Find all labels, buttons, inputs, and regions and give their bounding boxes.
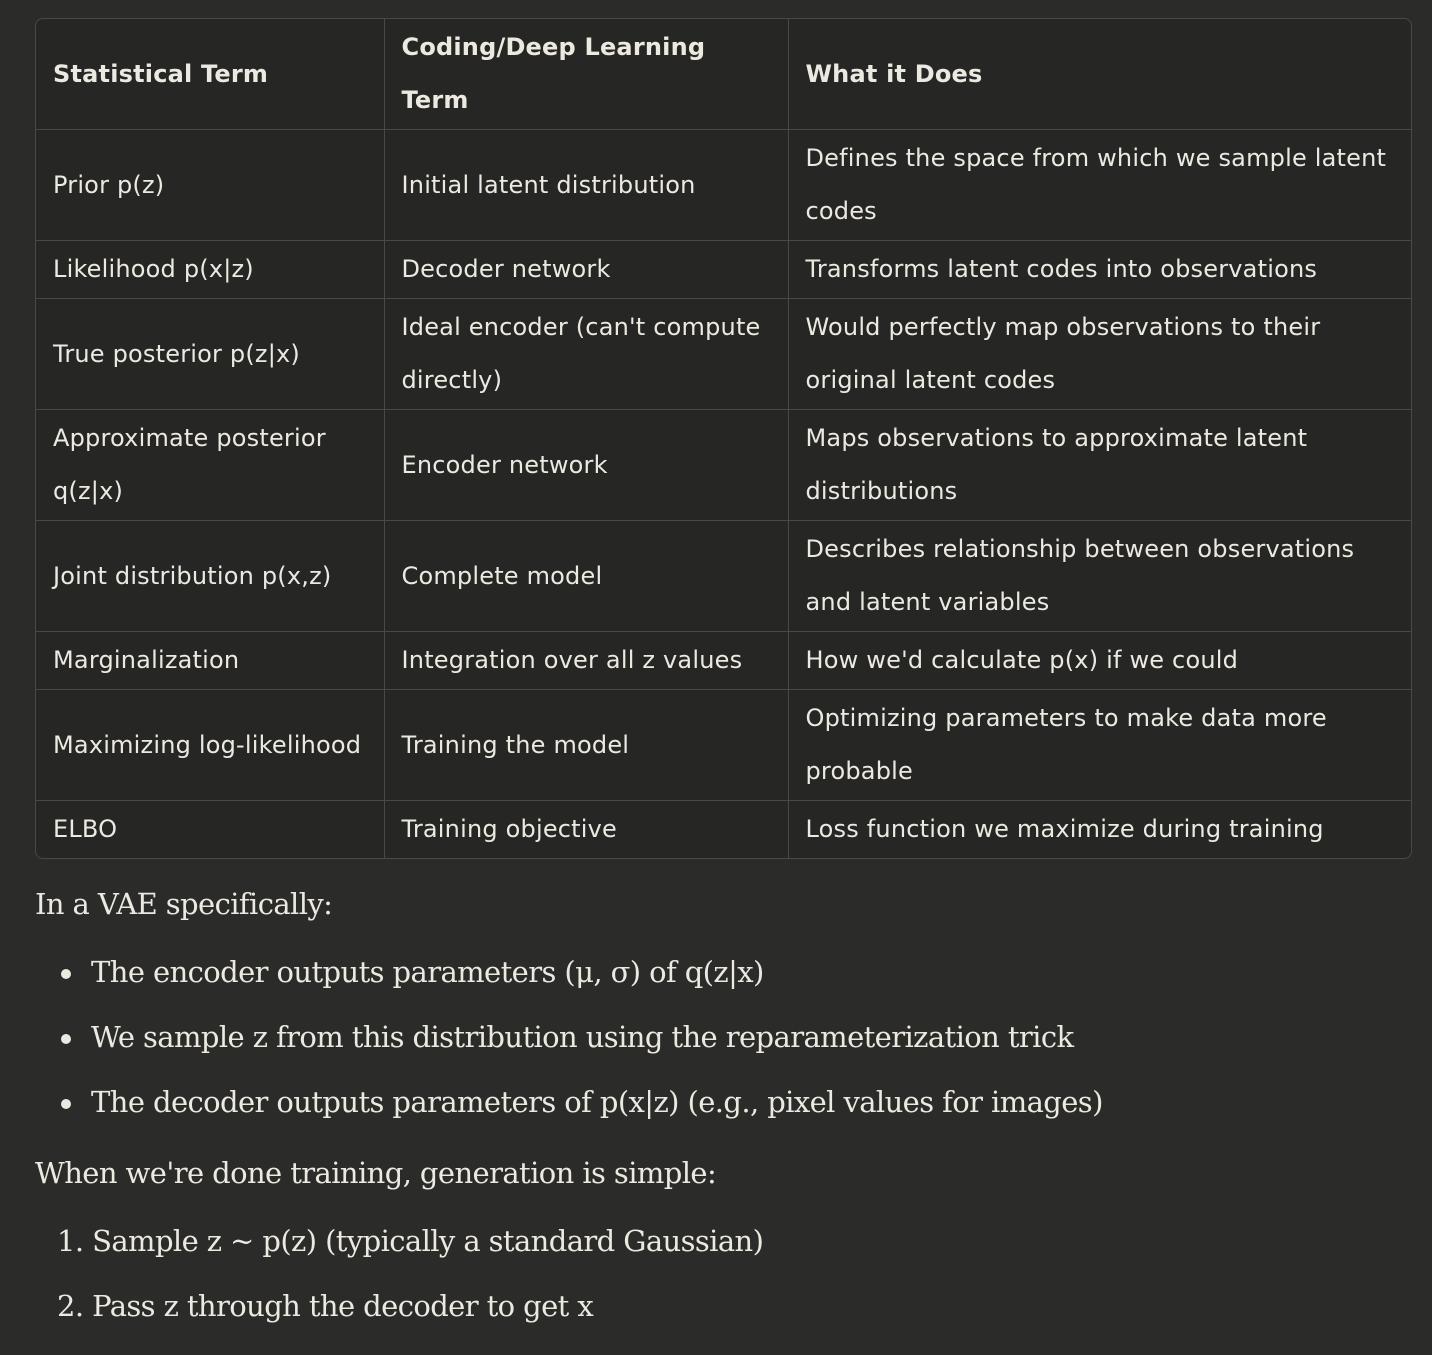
table-cell: Decoder network	[384, 241, 788, 299]
table-cell: Maps observations to approximate latent distributions	[788, 410, 1411, 521]
table-cell: Prior p(z)	[36, 130, 384, 241]
table-row	[36, 521, 1411, 632]
table-cell: Likelihood p(x|z)	[36, 241, 384, 299]
table-row	[36, 410, 1411, 521]
list-item-text: The encoder outputs parameters (μ, σ) of q(z|x)	[91, 955, 764, 989]
table-row	[36, 299, 1411, 410]
table-row	[36, 130, 1411, 241]
list-item-text: We sample z from this distribution using the reparameterization trick	[91, 1020, 1074, 1054]
bullet-dot-icon	[61, 1099, 71, 1109]
table-cell: How we'd calculate p(x) if we could	[788, 632, 1411, 690]
table-cell: Defines the space from which we sample latent codes	[788, 130, 1411, 241]
numbered-item: 2. Pass z through the decoder to get x	[57, 1289, 594, 1323]
table-cell: Would perfectly map observations to their original latent codes	[788, 299, 1411, 410]
table-cell: Training objective	[384, 801, 788, 859]
table-cell: Encoder network	[384, 410, 788, 521]
bullet-list	[35, 940, 1415, 1135]
header-statistical-term: Statistical Term	[36, 19, 384, 130]
table-row	[36, 632, 1411, 690]
table-cell: Complete model	[384, 521, 788, 632]
table-cell: Training the model	[384, 690, 788, 801]
table-cell: Joint distribution p(x,z)	[36, 521, 384, 632]
table-cell: ELBO	[36, 801, 384, 859]
bullet-dot-icon	[61, 969, 71, 979]
table-cell: Ideal encoder (can't compute directly)	[384, 299, 788, 410]
table-row	[36, 801, 1411, 859]
table-cell: Maximizing log-likelihood	[36, 690, 384, 801]
list-item	[35, 940, 1415, 1005]
intro-paragraph: In a VAE specifically:	[35, 887, 333, 921]
table-cell: True posterior p(z|x)	[36, 299, 384, 410]
numbered-list	[35, 1209, 1415, 1339]
table-cell: Initial latent distribution	[384, 130, 788, 241]
header-what-it-does: What it Does	[788, 19, 1411, 130]
table-cell: Marginalization	[36, 632, 384, 690]
table-cell: Approximate posterior q(z|x)	[36, 410, 384, 521]
response-text	[35, 872, 1415, 1339]
table-row	[36, 690, 1411, 801]
list-item	[35, 1070, 1415, 1135]
outro-paragraph: When we're done training, generation is simple:	[35, 1156, 717, 1190]
terms-table-container	[35, 18, 1412, 859]
numbered-item: 1. Sample z ~ p(z) (typically a standard Gaussian)	[57, 1224, 764, 1258]
list-item	[35, 1005, 1415, 1070]
header-coding-term: Coding/Deep Learning Term	[384, 19, 788, 130]
table-row	[36, 241, 1411, 299]
terms-table	[36, 19, 1411, 858]
table-cell: Optimizing parameters to make data more probable	[788, 690, 1411, 801]
list-item-text: The decoder outputs parameters of p(x|z) (e.g., pixel values for images)	[91, 1085, 1103, 1119]
bullet-dot-icon	[61, 1034, 71, 1044]
table-header-row	[36, 19, 1411, 130]
table-cell: Transforms latent codes into observations	[788, 241, 1411, 299]
table-cell: Loss function we maximize during training	[805, 815, 1324, 843]
table-cell: Describes relationship between observations and latent variables	[788, 521, 1411, 632]
table-cell: Integration over all z values	[384, 632, 788, 690]
